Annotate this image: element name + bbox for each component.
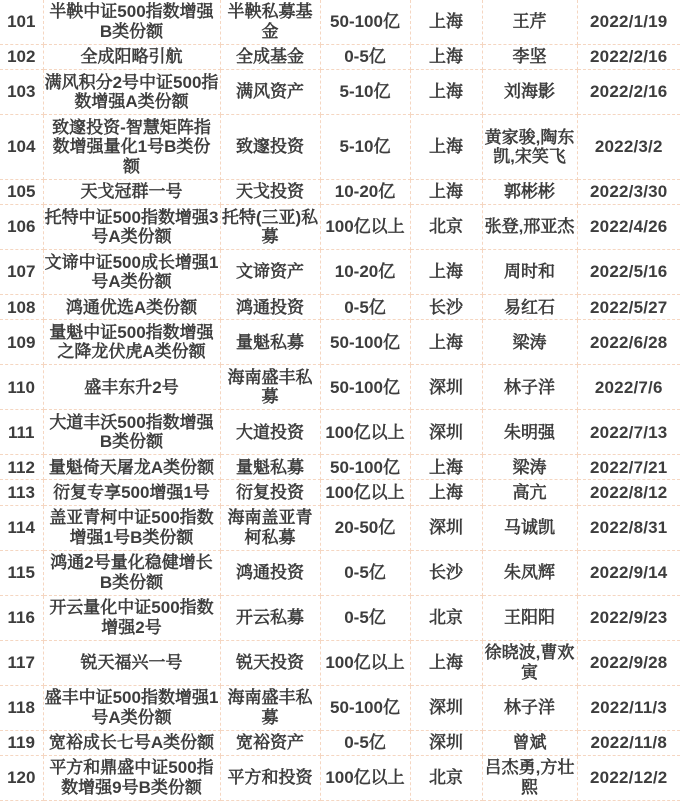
cell-company: 满风资产 <box>220 70 320 115</box>
table-row <box>0 685 680 730</box>
cell-city: 深圳 <box>410 730 482 755</box>
cell-manager: 林子洋 <box>482 685 577 730</box>
cell-fund-name: 鸿通2号量化稳健增长B类份额 <box>43 550 220 595</box>
cell-city: 上海 <box>410 480 482 505</box>
table-row <box>0 480 680 505</box>
cell-date: 2022/4/26 <box>577 205 680 250</box>
cell-date: 2022/2/16 <box>577 45 680 70</box>
cell-fund-size: 20-50亿 <box>320 505 410 550</box>
cell-company: 锐天投资 <box>220 640 320 685</box>
cell-fund-size: 10-20亿 <box>320 180 410 205</box>
cell-fund-name: 宽裕成长七号A类份额 <box>43 730 220 755</box>
cell-fund-size: 0-5亿 <box>320 45 410 70</box>
cell-fund-name: 平方和鼎盛中证500指数增强9号B类份额 <box>43 755 220 800</box>
cell-company: 开云私募 <box>220 595 320 640</box>
cell-city: 上海 <box>410 455 482 480</box>
cell-row-index: 116 <box>0 595 43 640</box>
cell-manager: 徐晓波,曹欢寅 <box>482 640 577 685</box>
cell-manager: 马诚凯 <box>482 505 577 550</box>
cell-fund-name: 衍复专享500增强1号 <box>43 480 220 505</box>
cell-city: 上海 <box>410 0 482 45</box>
cell-date: 2022/11/3 <box>577 685 680 730</box>
cell-fund-size: 10-20亿 <box>320 250 410 295</box>
cell-fund-size: 0-5亿 <box>320 295 410 320</box>
cell-date: 2022/1/19 <box>577 0 680 45</box>
table-row <box>0 295 680 320</box>
cell-fund-name: 致邃投资-智慧矩阵指数增强量化1号B类份额 <box>43 115 220 180</box>
cell-company: 海南盛丰私募 <box>220 365 320 410</box>
cell-fund-size: 0-5亿 <box>320 730 410 755</box>
cell-company: 天戈投资 <box>220 180 320 205</box>
cell-date: 2022/9/28 <box>577 640 680 685</box>
cell-fund-name: 盛丰中证500指数增强1号A类份额 <box>43 685 220 730</box>
cell-manager: 易红石 <box>482 295 577 320</box>
cell-fund-size: 100亿以上 <box>320 205 410 250</box>
cell-manager: 周时和 <box>482 250 577 295</box>
cell-city: 深圳 <box>410 365 482 410</box>
cell-manager: 吕杰勇,方壮熙 <box>482 755 577 800</box>
cell-row-index: 117 <box>0 640 43 685</box>
cell-company: 量魁私募 <box>220 455 320 480</box>
cell-date: 2022/9/23 <box>577 595 680 640</box>
cell-fund-name: 盛丰东升2号 <box>43 365 220 410</box>
cell-fund-size: 50-100亿 <box>320 685 410 730</box>
cell-city: 长沙 <box>410 295 482 320</box>
cell-date: 2022/3/30 <box>577 180 680 205</box>
cell-row-index: 105 <box>0 180 43 205</box>
table-row <box>0 640 680 685</box>
table-row <box>0 755 680 800</box>
cell-row-index: 115 <box>0 550 43 595</box>
cell-date: 2022/3/2 <box>577 115 680 180</box>
table-row <box>0 505 680 550</box>
cell-city: 上海 <box>410 180 482 205</box>
cell-date: 2022/8/12 <box>577 480 680 505</box>
cell-manager: 朱明强 <box>482 410 577 455</box>
cell-fund-size: 50-100亿 <box>320 320 410 365</box>
cell-fund-name: 文谛中证500成长增强1号A类份额 <box>43 250 220 295</box>
cell-manager: 王阳阳 <box>482 595 577 640</box>
cell-date: 2022/12/2 <box>577 755 680 800</box>
cell-company: 致邃投资 <box>220 115 320 180</box>
cell-fund-name: 量魁倚天屠龙A类份额 <box>43 455 220 480</box>
table-row <box>0 550 680 595</box>
cell-row-index: 114 <box>0 505 43 550</box>
cell-company: 衍复投资 <box>220 480 320 505</box>
table-row <box>0 410 680 455</box>
cell-manager: 梁涛 <box>482 455 577 480</box>
cell-fund-size: 50-100亿 <box>320 365 410 410</box>
table-row <box>0 365 680 410</box>
cell-row-index: 119 <box>0 730 43 755</box>
cell-company: 全成基金 <box>220 45 320 70</box>
cell-company: 量魁私募 <box>220 320 320 365</box>
cell-row-index: 101 <box>0 0 43 45</box>
cell-manager: 刘海影 <box>482 70 577 115</box>
cell-date: 2022/8/31 <box>577 505 680 550</box>
cell-date: 2022/7/21 <box>577 455 680 480</box>
cell-manager: 林子洋 <box>482 365 577 410</box>
cell-fund-name: 全成阳略引航 <box>43 45 220 70</box>
cell-city: 北京 <box>410 595 482 640</box>
cell-fund-name: 天戈冠群一号 <box>43 180 220 205</box>
cell-date: 2022/6/28 <box>577 320 680 365</box>
cell-row-index: 118 <box>0 685 43 730</box>
cell-company: 文谛资产 <box>220 250 320 295</box>
cell-manager: 高亢 <box>482 480 577 505</box>
cell-manager: 曾斌 <box>482 730 577 755</box>
cell-row-index: 112 <box>0 455 43 480</box>
cell-row-index: 109 <box>0 320 43 365</box>
cell-fund-name: 托特中证500指数增强3号A类份额 <box>43 205 220 250</box>
cell-row-index: 106 <box>0 205 43 250</box>
cell-manager: 梁涛 <box>482 320 577 365</box>
cell-fund-name: 盖亚青柯中证500指数增强1号B类份额 <box>43 505 220 550</box>
cell-date: 2022/2/16 <box>577 70 680 115</box>
cell-date: 2022/5/27 <box>577 295 680 320</box>
cell-row-index: 107 <box>0 250 43 295</box>
cell-company: 鸿通投资 <box>220 550 320 595</box>
cell-city: 上海 <box>410 45 482 70</box>
cell-row-index: 111 <box>0 410 43 455</box>
cell-city: 上海 <box>410 70 482 115</box>
table-row <box>0 320 680 365</box>
cell-fund-size: 100亿以上 <box>320 480 410 505</box>
cell-company: 海南盖亚青柯私募 <box>220 505 320 550</box>
cell-date: 2022/9/14 <box>577 550 680 595</box>
cell-city: 长沙 <box>410 550 482 595</box>
cell-manager: 张登,邢亚杰 <box>482 205 577 250</box>
cell-manager: 李坚 <box>482 45 577 70</box>
cell-date: 2022/11/8 <box>577 730 680 755</box>
cell-manager: 郭彬彬 <box>482 180 577 205</box>
cell-fund-size: 5-10亿 <box>320 115 410 180</box>
cell-company: 平方和投资 <box>220 755 320 800</box>
cell-manager: 黄家骏,陶东凯,宋笑飞 <box>482 115 577 180</box>
table-row <box>0 730 680 755</box>
cell-city: 上海 <box>410 250 482 295</box>
cell-city: 北京 <box>410 755 482 800</box>
table-row <box>0 595 680 640</box>
cell-manager: 朱凤辉 <box>482 550 577 595</box>
cell-fund-size: 0-5亿 <box>320 595 410 640</box>
cell-fund-name: 满风积分2号中证500指数增强A类份额 <box>43 70 220 115</box>
cell-fund-name: 量魁中证500指数增强之降龙伏虎A类份额 <box>43 320 220 365</box>
cell-company: 大道投资 <box>220 410 320 455</box>
cell-fund-size: 100亿以上 <box>320 755 410 800</box>
cell-fund-size: 100亿以上 <box>320 640 410 685</box>
table-row <box>0 45 680 70</box>
cell-row-index: 104 <box>0 115 43 180</box>
cell-city: 深圳 <box>410 505 482 550</box>
cell-city: 上海 <box>410 640 482 685</box>
cell-company: 海南盛丰私募 <box>220 685 320 730</box>
cell-company: 半鞅私募基金 <box>220 0 320 45</box>
table-row <box>0 70 680 115</box>
cell-fund-name: 开云量化中证500指数增强2号 <box>43 595 220 640</box>
cell-row-index: 110 <box>0 365 43 410</box>
cell-company: 鸿通投资 <box>220 295 320 320</box>
cell-fund-name: 大道丰沃500指数增强B类份额 <box>43 410 220 455</box>
cell-city: 上海 <box>410 320 482 365</box>
cell-company: 托特(三亚)私募 <box>220 205 320 250</box>
cell-fund-size: 5-10亿 <box>320 70 410 115</box>
cell-fund-size: 100亿以上 <box>320 410 410 455</box>
cell-company: 宽裕资产 <box>220 730 320 755</box>
table-row <box>0 250 680 295</box>
cell-row-index: 102 <box>0 45 43 70</box>
cell-fund-name: 半鞅中证500指数增强B类份额 <box>43 0 220 45</box>
cell-row-index: 103 <box>0 70 43 115</box>
cell-fund-name: 鸿通优选A类份额 <box>43 295 220 320</box>
table-row <box>0 115 680 180</box>
cell-row-index: 113 <box>0 480 43 505</box>
cell-row-index: 120 <box>0 755 43 800</box>
table-row <box>0 180 680 205</box>
cell-manager: 王芹 <box>482 0 577 45</box>
cell-city: 北京 <box>410 205 482 250</box>
cell-date: 2022/7/6 <box>577 365 680 410</box>
table-row <box>0 205 680 250</box>
cell-fund-size: 0-5亿 <box>320 550 410 595</box>
cell-fund-size: 50-100亿 <box>320 0 410 45</box>
cell-date: 2022/5/16 <box>577 250 680 295</box>
table-row <box>0 0 680 45</box>
cell-date: 2022/7/13 <box>577 410 680 455</box>
cell-fund-name: 锐天福兴一号 <box>43 640 220 685</box>
cell-city: 上海 <box>410 115 482 180</box>
table-row <box>0 455 680 480</box>
cell-fund-size: 50-100亿 <box>320 455 410 480</box>
cell-city: 深圳 <box>410 410 482 455</box>
cell-city: 深圳 <box>410 685 482 730</box>
cell-row-index: 108 <box>0 295 43 320</box>
